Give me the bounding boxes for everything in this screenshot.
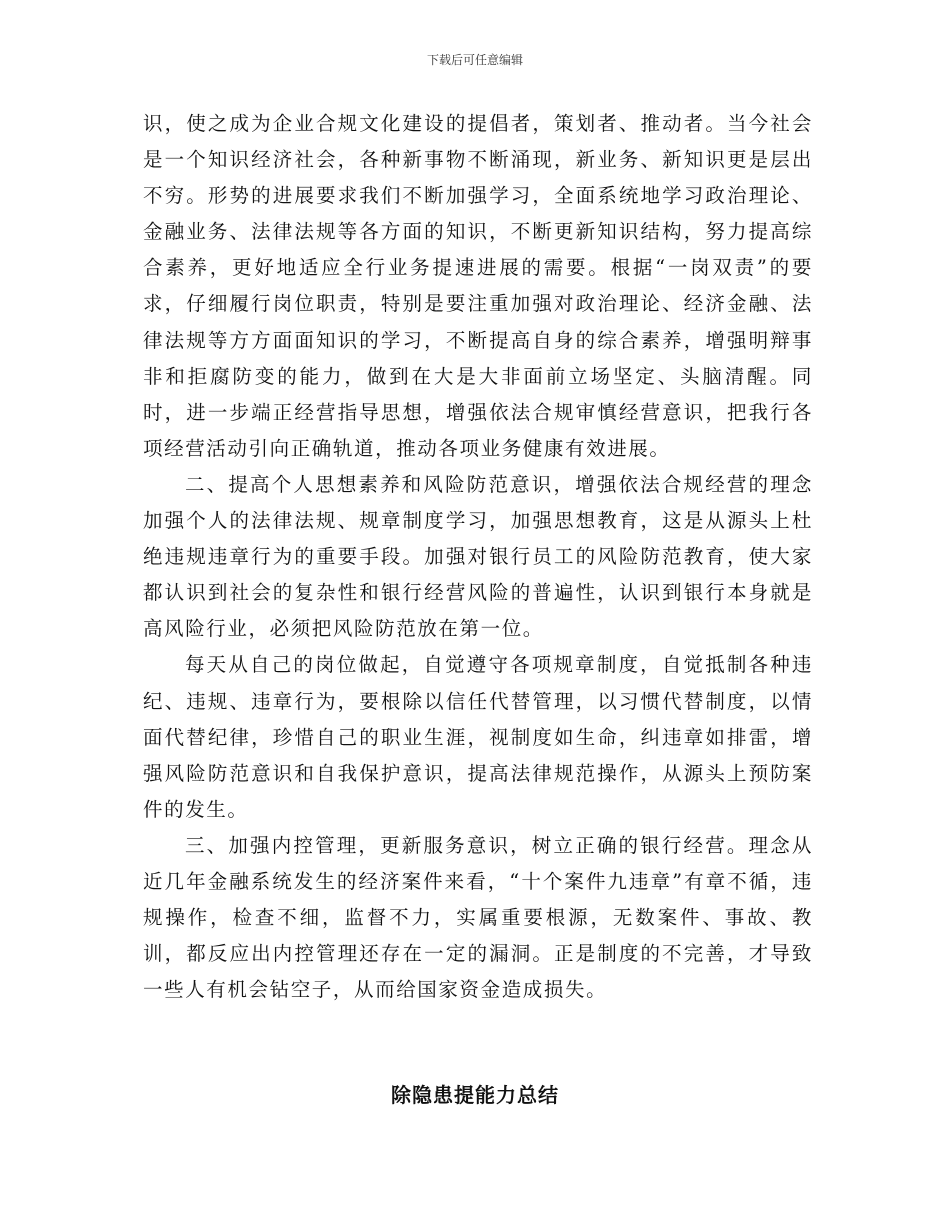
paragraph-section-three: 三、加强内控管理，更新服务意识，树立正确的银行经营。理念从近几年金融系统发生的经济案件来看，“十个案件九违章”有章不循，违规操作，检查不细，监督不力，实属重要根源，无数案件、事故、教训，都反应出内控管理还存在一定的漏洞。正是制度的不完善，才导致一些人有机会钻空子，从而给国家资金造成损失。 — [143, 833, 813, 1002]
section-title: 除隐患提能力总结 — [391, 1083, 559, 1107]
paragraph-daily-practice: 每天从自己的岗位做起，自觉遵守各项规章制度，自觉抵制各种违纪、违规、违章行为，要根除以信任代替管理，以习惯代替制度，以情面代替纪律，珍惜自己的职业生涯，视制度如生命，纠违章如排雷，增强风险防范意识和自我保护意识，提高法律规范操作，从源头上预防案件的发生。 — [143, 653, 813, 821]
page-header: 下载后可任意编辑 — [426, 53, 523, 67]
paragraph-continuation: 识，使之成为企业合规文化建设的提倡者，策划者、推动者。当今社会是一个知识经济社会，各种新事物不断涌现，新业务、新知识更是层出不穷。形势的进展要求我们不断加强学习，全面系统地学习政治理论、金融业务、法律法规等各方面的知识，不断更新知识结构，努力提高综合素养，更好地适应全行业务提速进展的需要。根据“一岗双责”的要求，仔细履行岗位职责，特别是要注重加强对政治理论、经济金融、法律法规等方方面面知识的学习，不断提高自身的综合素养，增强明辩事非和拒腐防变的能力，做到在大是大非面前立场坚定、头脑清醒。同时，进一步端正经营指导思想，增强依法合规审慎经营意识，把我行各项经营活动引向正确轨道，推动各项业务健康有效进展。 — [143, 112, 813, 460]
paragraph-section-two: 二、提高个人思想素养和风险防范意识，增强依法合规经营的理念加强个人的法律法规、规章制度学习，加强思想教育，这是从源头上杜绝违规违章行为的重要手段。加强对银行员工的风险防范教育，使大家都认识到社会的复杂性和银行经营风险的普遍性，认识到银行本身就是高风险行业，必须把风险防范放在第一位。 — [143, 472, 813, 641]
document-body — [143, 106, 813, 1008]
